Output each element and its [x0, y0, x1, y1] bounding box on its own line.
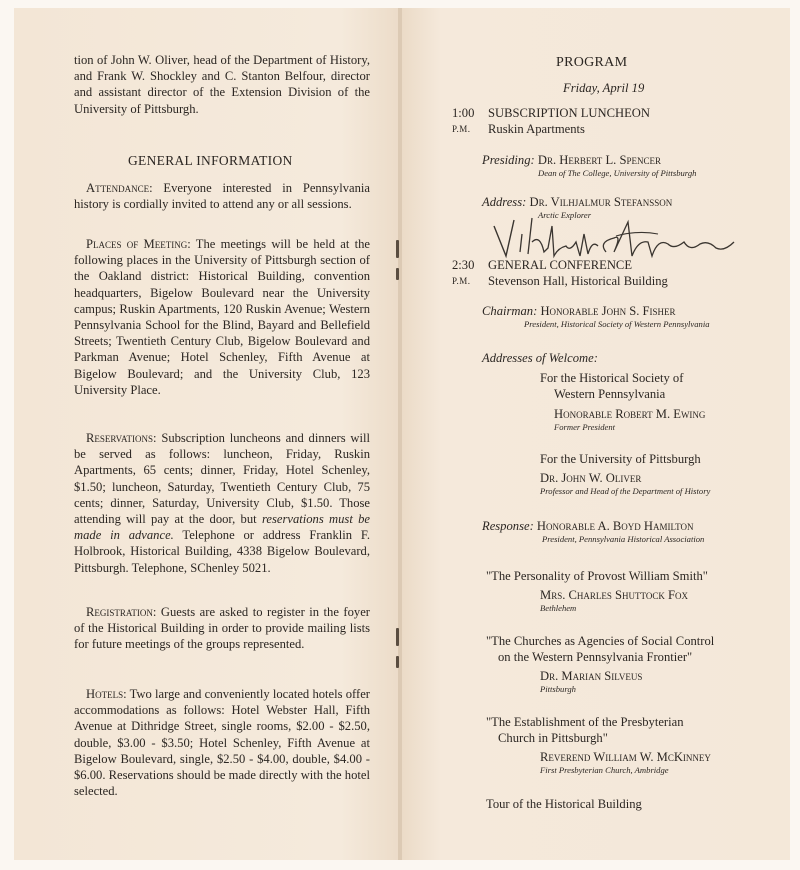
- hotels-paragraph: Hotels: Two large and conveniently located hotels offer accommodations as follows: Hotel Webster Hall, Fifth Avenue at Dithridge Street, single rooms, $2.00 - $2.50, double, $3.00 - $3.50; Hotel Schenley, Fifth Avenue at Bigelow Boulevard, single, $2.50 - $4.00, double, $4.00 - $6.00. Reservations should be made directly with the hotel selected.: [74, 687, 370, 799]
- presiding-block: Presiding: Dr. Herbert L. Spencer Dean of The College, University of Pittsburgh: [482, 153, 697, 178]
- reservations-paragraph: Reservations: Subscription luncheons and dinners will be served as follows: luncheon, Friday, Ruskin Apartments, 65 cents; dinner, Friday, Hotel Schenley, $1.50; luncheon, Saturday, Twentieth Century Club, 75 cents; dinner, Saturday, University Club, $1.50. Those attending will pay at the door, but reservations must be made in advance. Telephone or address Franklin F. Holbrook, Historical Building, 4338 Bigelow Boulevard, Pittsburgh. Telephone, SChenley 5021.: [74, 431, 370, 575]
- conference-block: [488, 257, 668, 289]
- registration-label: Registration:: [86, 605, 157, 619]
- center-fold: [398, 8, 402, 860]
- welcome-second: For the University of Pittsburgh Dr. John W. Oliver Professor and Head of the Department of History: [540, 452, 711, 496]
- registration-paragraph: Registration: Guests are asked to register in the foyer of the Historical Building in order to provide mailing lists for future meetings of the groups represented.: [74, 605, 370, 652]
- program-title: PROGRAM: [556, 55, 628, 70]
- staple-bottom: [396, 628, 399, 646]
- conference-title: GENERAL CONFERENCE: [488, 258, 633, 272]
- staple-bottom-2: [396, 656, 399, 668]
- welcome-first: For the Historical Society of Western Pennsylvania Honorable Robert M. Ewing Former President: [540, 371, 706, 432]
- luncheon-place: Ruskin Apartments: [488, 122, 585, 136]
- chairman-block: Chairman: Honorable John S. Fisher President, Historical Society of Western Pennsylvania: [482, 304, 710, 329]
- tour-item: Tour of the Historical Building: [486, 797, 642, 811]
- attendance-label: Attendance:: [86, 181, 153, 195]
- luncheon-block: [488, 105, 650, 137]
- conference-place: Stevenson Hall, Historical Building: [488, 274, 668, 288]
- general-information-heading: GENERAL INFORMATION: [128, 153, 293, 168]
- luncheon-title: SUBSCRIPTION LUNCHEON: [488, 106, 650, 120]
- conference-time: 2:30 P.M.: [452, 258, 475, 286]
- welcome-label: Addresses of Welcome:: [482, 351, 598, 365]
- talk-3: "The Establishment of the Presbyterian Church in Pittsburgh" Reverend William W. McKinney First Presbyterian Church, Ambridge: [486, 715, 711, 775]
- reservations-label: Reservations:: [86, 431, 157, 445]
- talk-1: "The Personality of Provost William Smith" Mrs. Charles Shuttock Fox Bethlehem: [486, 569, 708, 613]
- address-block: Address: Dr. Vilhjalmur Stefansson Arctic Explorer: [482, 195, 673, 220]
- response-block: Response: Honorable A. Boyd Hamilton President, Pennsylvania Historical Association: [482, 519, 705, 544]
- places-paragraph: Places of Meeting: The meetings will be held at the following places in the University of Pittsburgh section of the Oakland district: Historical Building, convention headquarters, Bigelow Boulevard near the University campus; Ruskin Apartments, 120 Ruskin Avenue; Western Pennsylvania School for the Blind, Bayard and Bellefield Streets; Twentieth Century Club, Bigelow Boulevard and Parkman Avenue; Hotel Schenley, Fifth Avenue at Bigelow Boulevard; and the University Club, 123 University Place.: [74, 237, 371, 397]
- talk-2: "The Churches as Agencies of Social Control on the Western Pennsylvania Frontier" Dr. Marian Silveus Pittsburgh: [486, 634, 715, 694]
- staple-top-2: [396, 268, 399, 280]
- staple-top: [396, 240, 399, 258]
- program-date: Friday, April 19: [563, 81, 645, 95]
- attendance-paragraph: Attendance: Everyone interested in Pennsylvania history is cordially invited to attend any or all sessions.: [74, 181, 370, 212]
- luncheon-time: 1:00 P.M.: [452, 106, 475, 134]
- intro-paragraph: tion of John W. Oliver, head of the Department of History, and Frank W. Shockley and C. Stanton Belfour, director and assistant director of the Extension Division of the University of Pittsburgh.: [74, 53, 370, 116]
- hotels-label: Hotels:: [86, 687, 127, 701]
- places-label: Places of Meeting:: [86, 237, 191, 251]
